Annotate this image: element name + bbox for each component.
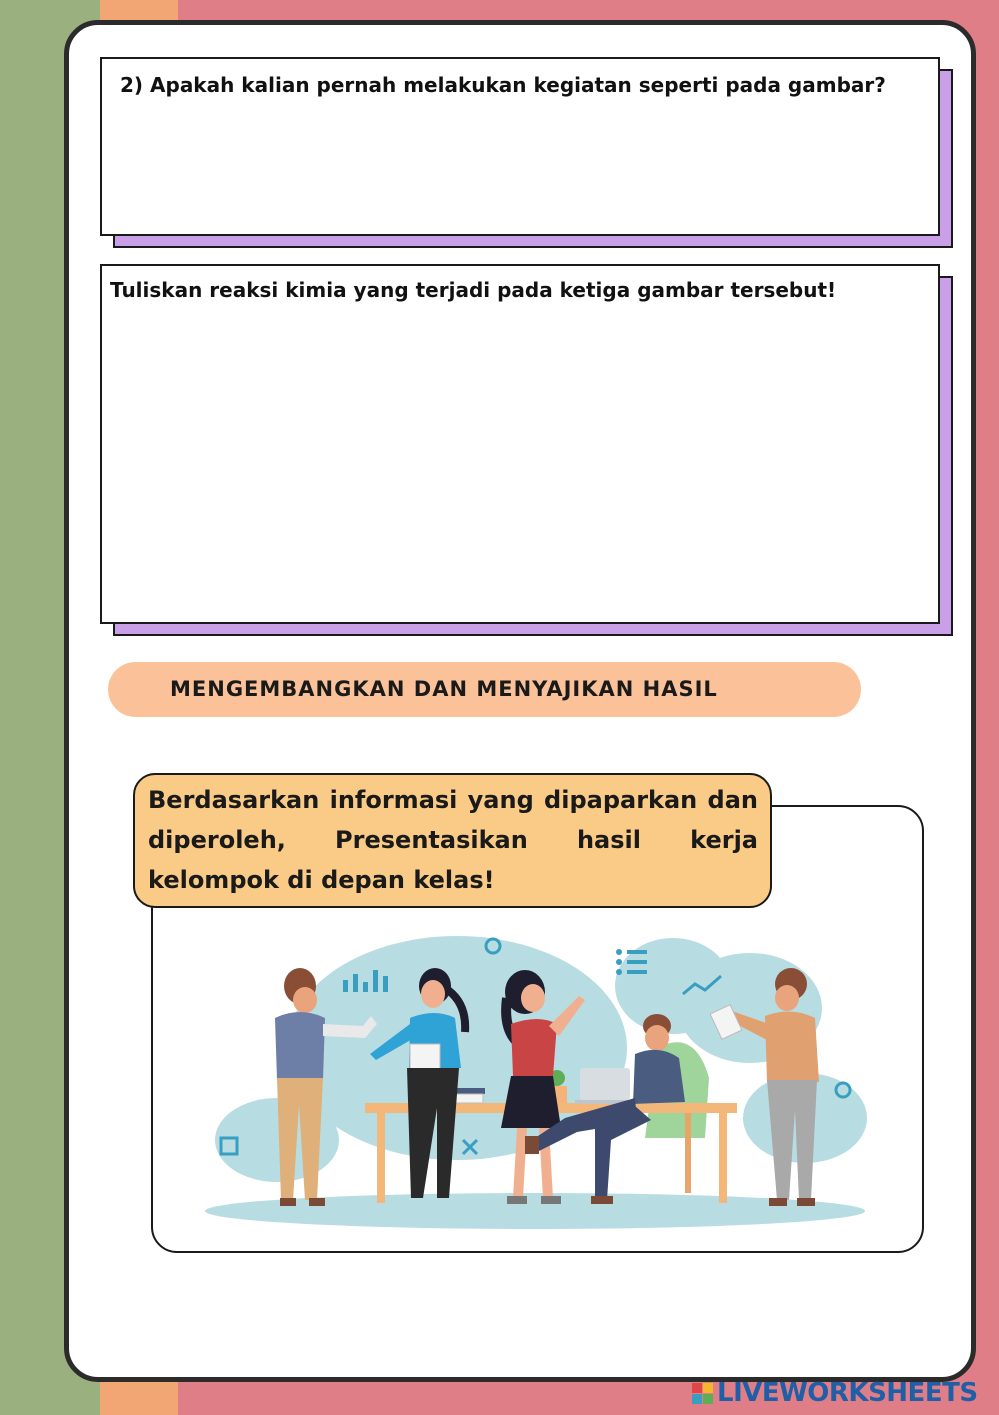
team-presentation-illustration — [195, 928, 875, 1238]
section-heading: MENGEMBANGKAN DAN MENYAJIKAN HASIL — [108, 662, 861, 717]
liveworksheets-logo-icon — [692, 1383, 713, 1404]
liveworksheets-brand-text: LIVEWORKSHEETS — [717, 1378, 978, 1408]
liveworksheets-logo[interactable] — [692, 1378, 978, 1408]
question-1-label: 2) Apakah kalian pernah melakukan kegiatan seperti pada gambar? — [120, 73, 886, 97]
question-1-answer-box[interactable] — [100, 57, 940, 236]
question-2-answer-box[interactable] — [100, 264, 940, 624]
instruction-box: Berdasarkan informasi yang dipaparkan dan diperoleh, Presentasikan hasil kerja kelompok di depan kelas! — [133, 773, 772, 908]
question-2-label: Tuliskan reaksi kimia yang terjadi pada ketiga gambar tersebut! — [110, 278, 837, 302]
